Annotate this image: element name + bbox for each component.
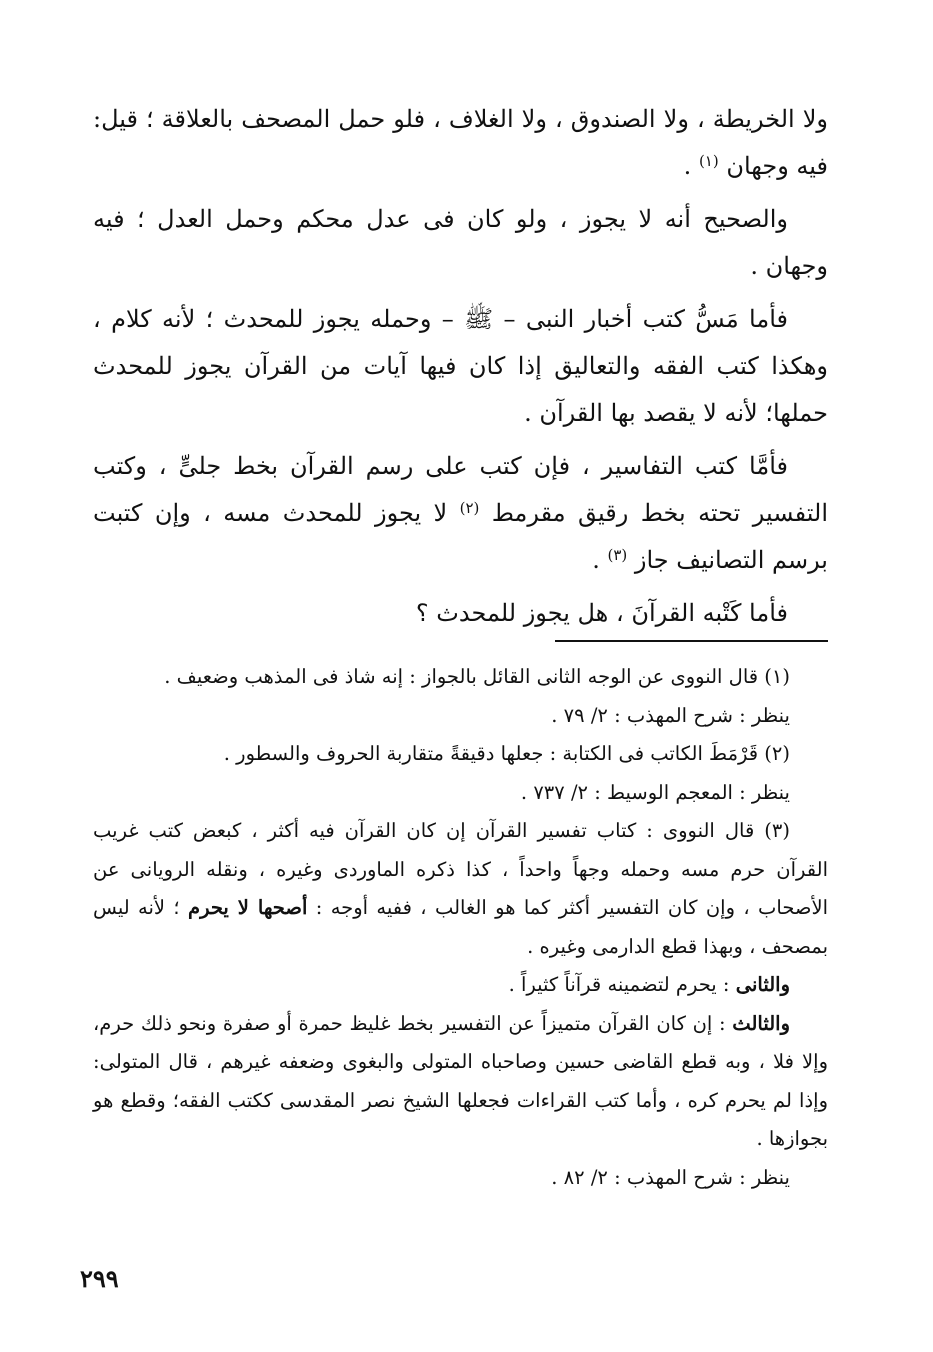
footnote-3: (٣) قال النووى : كتاب تفسير القرآن إن كان القرآن فيه أكثر ، كبعض كتب غريب القرآن حرم مسه وحمله وجهاً واحداً ، كذا ذكره الماوردى وغيره ، ونقله الرويانى عن الأصحاب ، وإن كان التفسير أكثر كما هو الغالب ، ففيه أوجه : أصحها لا يحرم ؛ لأنه ليس بمصحف ، وبهذا قطع الدارمى وغيره . <box>93 819 829 958</box>
footnote-3-third-opinion: والثالث : إن كان القرآن متميزاً عن التفسير بخط غليظ حمرة أو صفرة ونحو ذلك حرم، وإلا فلا ، وبه قطع القاضى حسين وصاحباه المتولى والبغوى وضعفه غيرهم ، قال المتولى: وإذا لم يحرم كره ، وأما كتب القراءات فجعلها الشيخ نصر المقدسى ككتب الفقه؛ وقطع هو بجوازها . <box>93 1011 828 1150</box>
paragraph-4-text-a: فأمَّا كتب التفاسير ، فإن كتب على رسم القرآن بخط جلىٍّ ، وكتب التفسير تحته بخط رقيق مقرمط <box>93 452 828 527</box>
paragraph-3: فأما مَسُّ كتب أخبار النبى – ﷺ – وحمله يجوز للمحدث ؛ لأنه كلام ، وهكذا كتب الفقه والتعاليق إذا كان فيها آيات من القرآن يجوز للمحدث حملها؛ لأنه لا يقصد بها القرآن . <box>93 305 828 427</box>
footnotes <box>93 658 828 1197</box>
footnote-2-reference: ينظر : المعجم الوسيط : ٢/ ٧٣٧ . <box>520 780 790 804</box>
footnote-1-reference: ينظر : شرح المهذب : ٢/ ٧٩ . <box>551 703 790 727</box>
footnote-2: (٢) قَرْمَطَ الكاتب فى الكتابة : جعلها دقيقةً متقاربة الحروف والسطور . <box>223 742 790 765</box>
footnote-1: (١) قال النووى عن الوجه الثانى القائل بالجواز : إنه شاذ فى المذهب وضعيف . <box>164 665 790 688</box>
footnote-ref-2: (٢) <box>459 499 480 517</box>
paragraph-4-text-b: لا يجوز للمحدث مسه ، وإن كتبت برسم التصانيف جاز <box>93 499 828 574</box>
paragraph-4: فأمَّا كتب التفاسير ، فإن كتب على رسم القرآن بخط جلىٍّ ، وكتب التفسير تحته بخط رقيق مقرمط $^{(٢)}$ لا يجوز للمحدث مسه ، وإن كتبت برسم التصانيف جاز $^{(٣)}$ . <box>93 452 828 574</box>
footnote-ref-3: (٣) <box>607 546 628 564</box>
paragraph-2: والصحيح أنه لا يجوز ، ولو كان فى عدل محكم وحمل العدل ؛ فيه وجهان . <box>93 205 828 280</box>
paragraph-1: ولا الخريطة ، ولا الصندوق ، ولا الغلاف ، فلو حمل المصحف بالعلاقة ؛ قيل: فيه وجهان $^{(١)}$ . <box>93 105 828 180</box>
footnote-3-second-opinion: والثانى : يحرم لتضمينه قرآناً كثيراً . <box>508 973 790 996</box>
paragraph-1-text: ولا الخريطة ، ولا الصندوق ، ولا الغلاف ، فلو حمل المصحف بالعلاقة ؛ قيل: فيه وجهان <box>93 105 828 180</box>
footnote-3-reference: ينظر : شرح المهذب : ٢/ ٨٢ . <box>551 1165 790 1189</box>
footnote-divider <box>555 640 828 642</box>
page-number: ٢٩٩ <box>80 1264 119 1293</box>
main-text <box>93 96 828 643</box>
paragraph-5: فأما كَتْبه القرآنَ ، هل يجوز للمحدث ؟ <box>415 599 788 627</box>
footnote-ref-1: (١) <box>698 152 719 170</box>
footnote-3-bold: أصحها لا يحرم <box>188 896 308 919</box>
